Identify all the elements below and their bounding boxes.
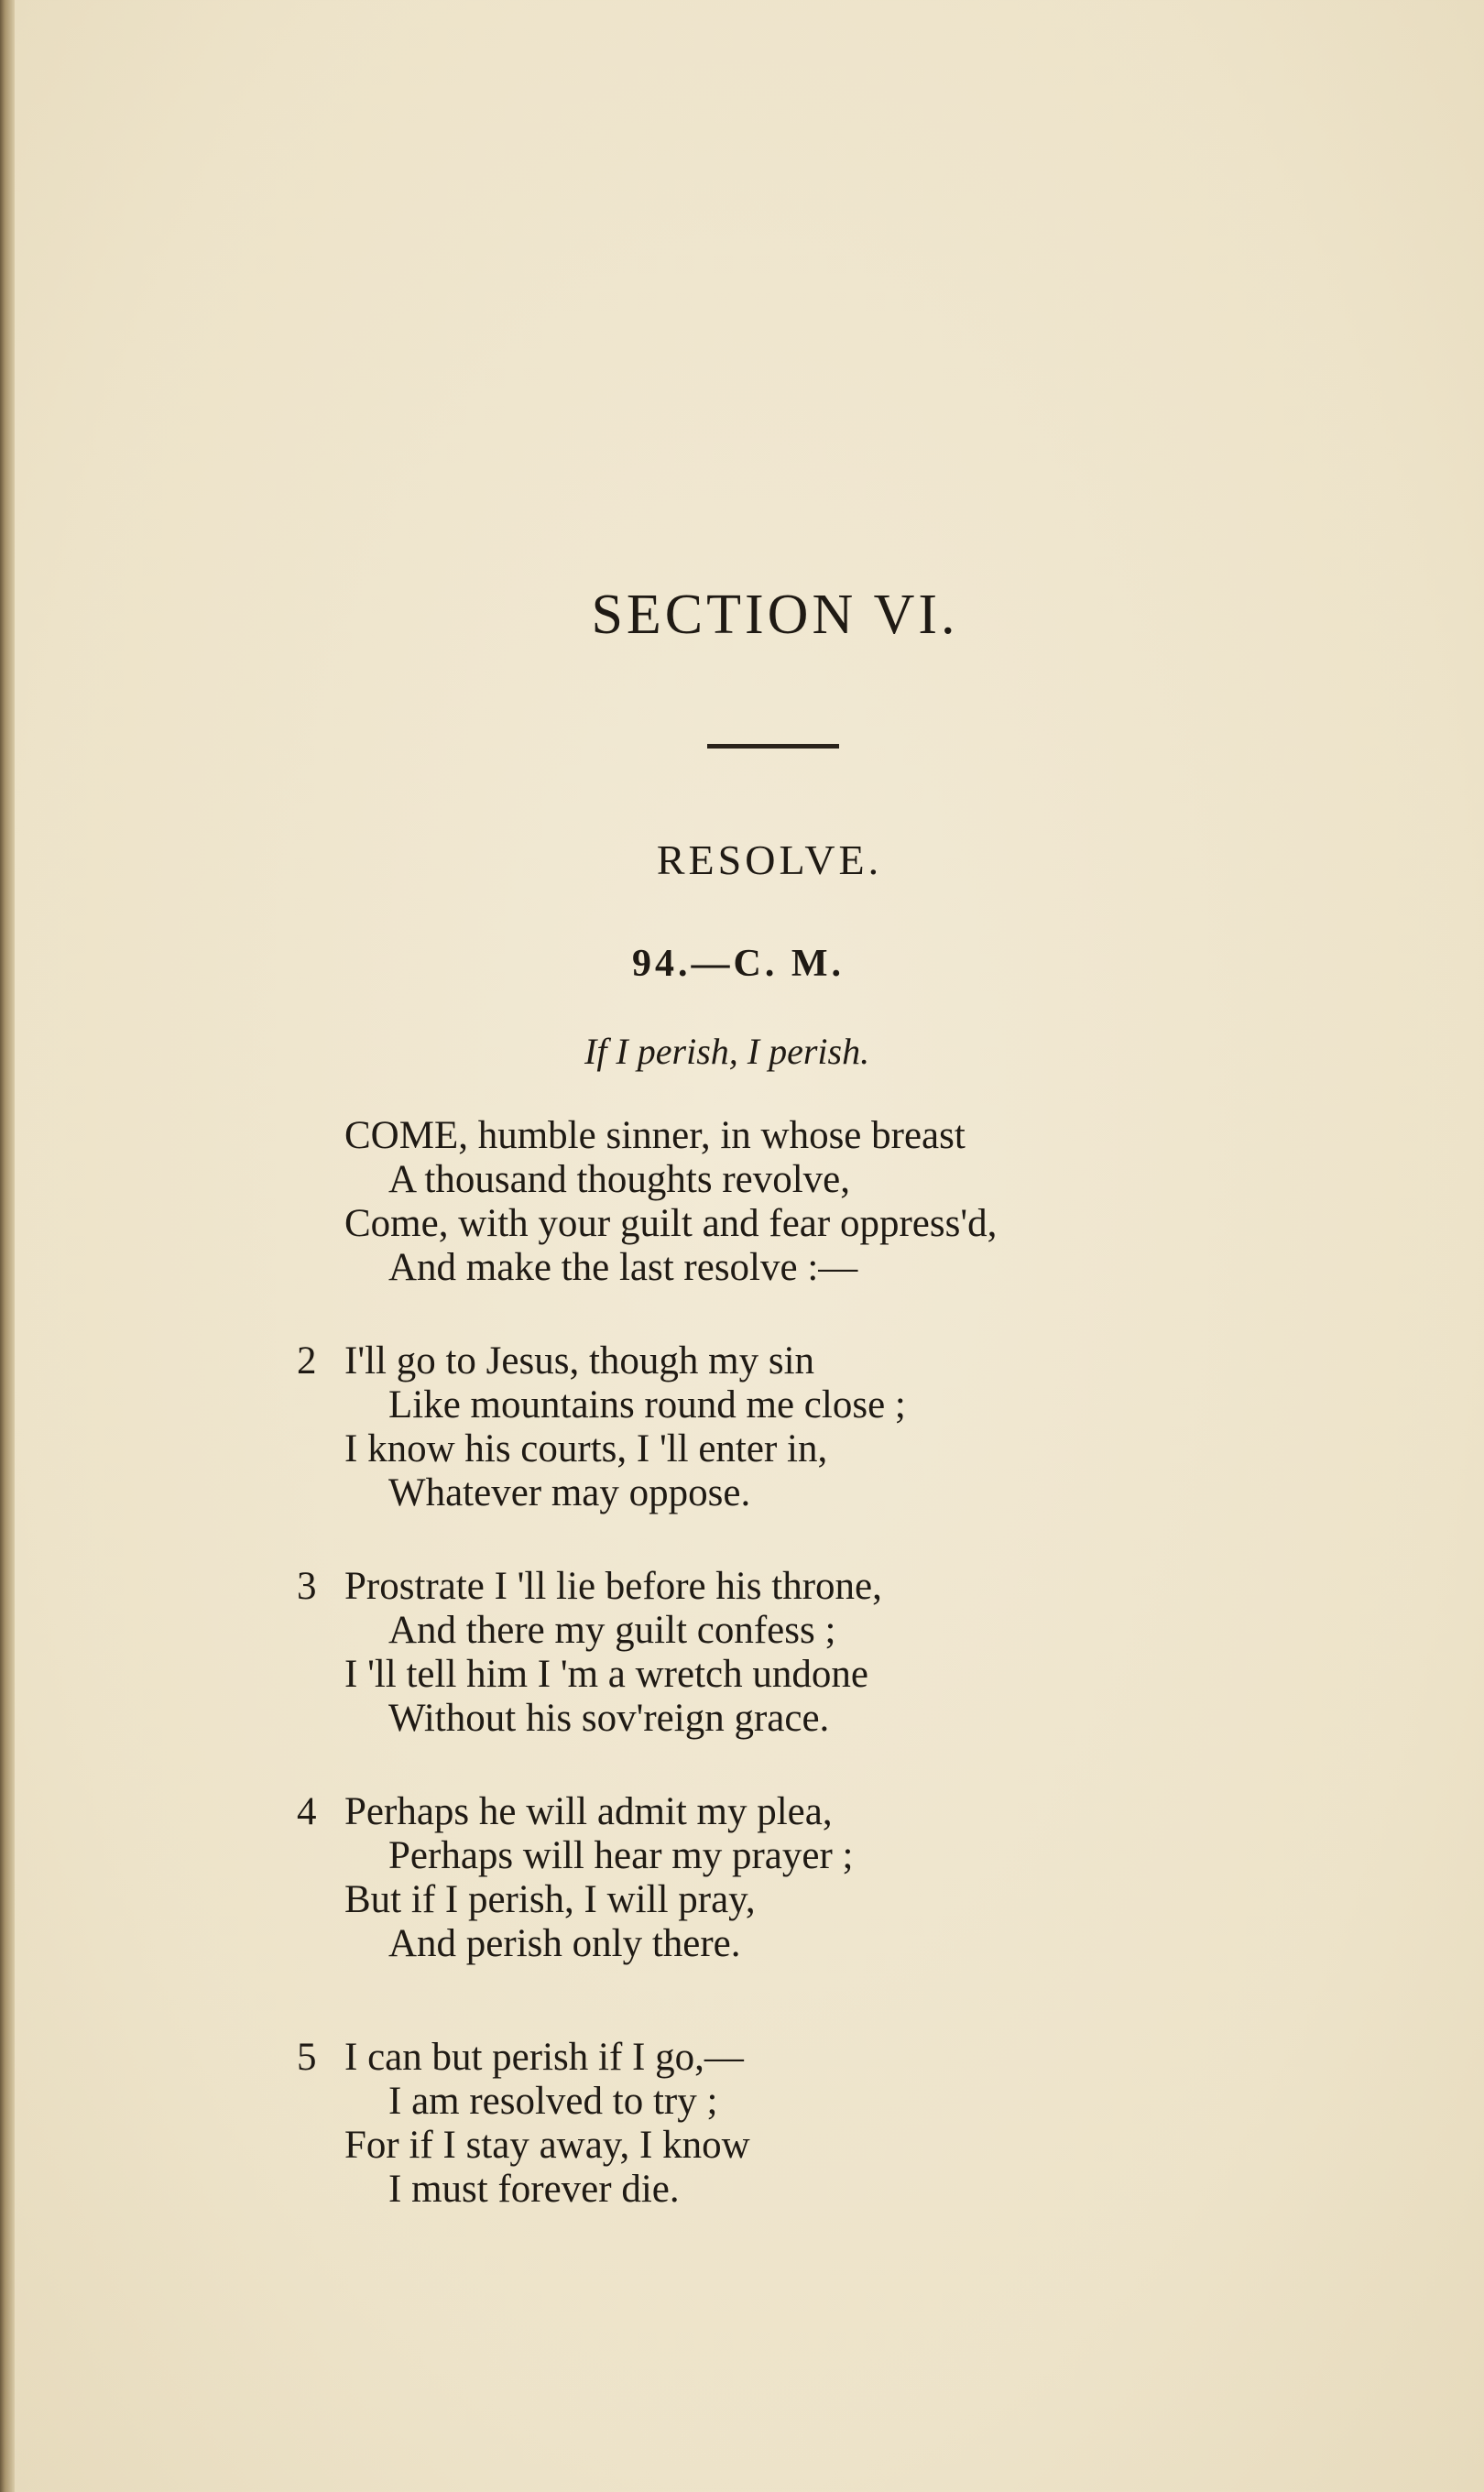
hymn-number: 94.—C. M. xyxy=(632,943,845,985)
verse-line: I can but perish if I go,— xyxy=(344,2036,744,2079)
verse-line: I'll go to Jesus, though my sin xyxy=(344,1339,815,1383)
verse-line: I am resolved to try ; xyxy=(388,2080,718,2123)
verse-number: 5 xyxy=(297,2036,317,2079)
verse-line: And make the last resolve :— xyxy=(388,1246,858,1289)
verse-number: 4 xyxy=(297,1790,317,1833)
title-rule xyxy=(707,744,839,749)
hymn-subtitle: If I perish, I perish. xyxy=(584,1031,870,1072)
verse-line: COME, humble sinner, in whose breast xyxy=(344,1114,966,1157)
verse-line: Perhaps will hear my prayer ; xyxy=(388,1834,854,1877)
verse-line: A thousand thoughts revolve, xyxy=(388,1158,851,1201)
verse-line: I must forever die. xyxy=(388,2168,680,2211)
verse-line: Come, with your guilt and fear oppress'd, xyxy=(344,1202,998,1245)
verse-line: Prostrate I 'll lie before his throne, xyxy=(344,1565,882,1608)
verse-line: And there my guilt confess ; xyxy=(388,1609,836,1652)
verse-line: Like mountains round me close ; xyxy=(388,1383,906,1426)
section-subject: RESOLVE. xyxy=(656,836,883,883)
page-binding-edge xyxy=(0,0,15,2492)
verse-line: For if I stay away, I know xyxy=(344,2124,750,2167)
verse-line: Perhaps he will admit my plea, xyxy=(344,1790,833,1833)
verse-number: 3 xyxy=(297,1565,317,1608)
section-title: SECTION VI. xyxy=(591,584,959,646)
verse-line: And perish only there. xyxy=(388,1922,741,1965)
verse-line: Without his sov'reign grace. xyxy=(388,1697,830,1740)
verse-number: 2 xyxy=(297,1339,317,1383)
verse-line: Whatever may oppose. xyxy=(388,1471,751,1514)
verse-line: But if I perish, I will pray, xyxy=(344,1878,756,1921)
verse-line: I know his courts, I 'll enter in, xyxy=(344,1427,828,1470)
verse-line: I 'll tell him I 'm a wretch undone xyxy=(344,1653,868,1696)
